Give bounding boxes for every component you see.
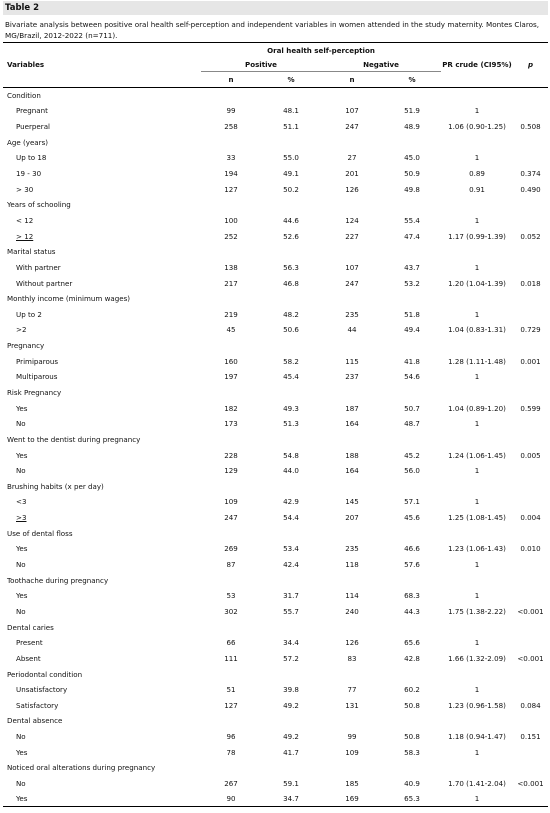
group-label: Condition <box>7 91 41 101</box>
negative-n-cell: 247 <box>345 122 359 132</box>
negative-pct-cell: 41.8 <box>404 356 420 366</box>
positive-pct-cell: 49.2 <box>283 732 299 742</box>
positive-n-cell: 90 <box>201 791 261 807</box>
p-cell: 0.052 <box>520 231 541 241</box>
negative-n-cell: 169 <box>321 791 383 807</box>
p-header: p <box>527 59 534 69</box>
pr-cell: 1.04 (0.89-1.20) <box>448 403 506 413</box>
negative-pct-cell: 57.6 <box>404 560 420 570</box>
table-body <box>3 88 548 807</box>
group-row <box>3 713 548 729</box>
negative-n-cell: 107 <box>345 262 359 272</box>
table-row <box>3 119 548 135</box>
row-label: No <box>16 779 26 788</box>
table-row <box>3 510 548 526</box>
negative-n-cell: 44 <box>347 325 357 335</box>
pr-cell: 1.24 (1.06-1.45) <box>448 450 506 460</box>
positive-n-cell: 197 <box>224 372 238 382</box>
negative-pct-cell: 42.8 <box>404 653 420 663</box>
pr-cell: 1 <box>474 685 480 695</box>
table-row <box>3 228 548 244</box>
pr-cell: 1.04 (0.83-1.31) <box>448 325 506 335</box>
negative-pct-cell: 51.9 <box>404 106 420 116</box>
row-label: Yes <box>16 403 28 413</box>
negative-n-cell: 77 <box>347 685 357 695</box>
negative-pct-cell: 65.6 <box>404 638 420 648</box>
positive-pct-cell: 34.7 <box>261 791 321 807</box>
p-cell: 0.599 <box>520 403 541 413</box>
table-header <box>3 43 548 88</box>
p-cell: 0.084 <box>520 700 541 710</box>
positive-pct-cell: 49.1 <box>283 169 299 179</box>
positive-n-cell: 160 <box>224 356 238 366</box>
positive-n-cell: 87 <box>226 560 236 570</box>
group-row <box>3 666 548 682</box>
positive-n-cell: 127 <box>224 184 238 194</box>
p-cell <box>513 150 548 166</box>
group-row <box>3 385 548 401</box>
table-row <box>3 213 548 229</box>
row-label: < 12 <box>16 215 34 225</box>
positive-pct-cell: 45.4 <box>283 372 299 382</box>
positive-pct-cell: 51.1 <box>283 122 299 132</box>
positive-pct-cell: 42.4 <box>283 560 299 570</box>
row-label: > 30 <box>16 184 34 194</box>
positive-pct-cell: 59.1 <box>283 779 299 788</box>
negative-n-cell: 164 <box>345 466 359 476</box>
row-label-text: >3 <box>16 513 27 523</box>
pr-cell: 1.25 (1.08-1.45) <box>448 513 506 523</box>
row-label: Yes <box>3 791 201 807</box>
pr-cell: 1.28 (1.11-1.48) <box>448 356 506 366</box>
positive-n-cell: 33 <box>226 153 236 163</box>
positive-pct-cell: 39.8 <box>283 685 299 695</box>
row-label: Up to 18 <box>16 153 47 163</box>
positive-pct-cell: 48.1 <box>283 106 299 116</box>
negative-pct-cell: 50.7 <box>404 403 420 413</box>
table-row <box>3 166 548 182</box>
negative-pct-cell: 49.8 <box>404 184 420 194</box>
p-cell <box>513 306 548 322</box>
positive-pct-cell: 50.2 <box>283 184 299 194</box>
pr-cell: 1 <box>474 638 480 648</box>
row-label-text: > 12 <box>16 231 34 241</box>
negative-n-cell: 237 <box>345 372 359 382</box>
positive-pct-cell: 42.9 <box>283 497 299 507</box>
group-row <box>3 479 548 495</box>
positive-pct-cell: 49.3 <box>283 403 299 413</box>
group-row <box>3 197 548 213</box>
group-label: Periodontal condition <box>7 669 83 679</box>
positive-n-cell: 99 <box>226 106 236 116</box>
pr-cell: 1.70 (1.41-2.04) <box>448 779 506 788</box>
p-cell <box>513 744 548 760</box>
row-label: Satisfactory <box>16 700 59 710</box>
group-label: Years of schooling <box>7 200 71 210</box>
p-cell: 0.004 <box>520 513 541 523</box>
positive-pct-cell: 52.6 <box>283 231 299 241</box>
positive-n-cell: 267 <box>224 779 238 788</box>
p-cell <box>513 103 548 119</box>
negative-n-cell: 131 <box>345 700 359 710</box>
group-label: Dental caries <box>7 622 54 632</box>
negative-pct-cell: 45.0 <box>404 153 420 163</box>
negative-n-cell: 115 <box>345 356 359 366</box>
table-label: Table 2 <box>3 1 548 15</box>
positive-pct-cell: 31.7 <box>283 591 299 601</box>
row-label: No <box>16 606 26 616</box>
group-row <box>3 572 548 588</box>
pr-cell: 1 <box>474 153 480 163</box>
p-cell: 0.490 <box>520 184 541 194</box>
positive-n-cell: 194 <box>224 169 238 179</box>
table-row <box>3 776 548 792</box>
p-cell: 0.374 <box>520 169 541 179</box>
positive-n-cell: 138 <box>224 262 238 272</box>
row-label: Multiparous <box>16 372 58 382</box>
positive-n-cell: 127 <box>224 700 238 710</box>
p-cell: <0.001 <box>517 779 544 788</box>
positive-pct-cell: 51.3 <box>283 419 299 429</box>
positive-pct-cell: 58.2 <box>283 356 299 366</box>
negative-n-cell: 235 <box>345 309 359 319</box>
row-label: No <box>16 466 26 476</box>
positive-pct-cell: 53.4 <box>283 544 299 554</box>
pr-cell: 1.23 (1.06-1.43) <box>448 544 506 554</box>
negative-n-cell: 83 <box>347 653 357 663</box>
positive-n-cell: 78 <box>226 747 236 757</box>
table-row <box>3 275 548 291</box>
positive-pct-header: % <box>261 72 321 88</box>
positive-header: Positive <box>201 57 321 72</box>
pr-cell: 1 <box>474 106 480 116</box>
negative-n-cell: 126 <box>345 638 359 648</box>
negative-n-cell: 187 <box>345 403 359 413</box>
positive-n-cell: 228 <box>224 450 238 460</box>
negative-n-cell: 185 <box>345 779 359 788</box>
pr-cell: 1 <box>474 497 480 507</box>
p-cell: 0.151 <box>520 732 541 742</box>
pr-cell: 1.23 (0.96-1.58) <box>448 700 506 710</box>
positive-n-cell: 258 <box>224 122 238 132</box>
pr-cell: 1 <box>474 372 480 382</box>
pr-cell: 1 <box>474 560 480 570</box>
positive-n-header: n <box>201 72 261 88</box>
negative-pct-cell: 58.3 <box>404 747 420 757</box>
negative-n-cell: 118 <box>345 560 359 570</box>
row-label: >2 <box>16 325 27 335</box>
positive-n-cell: 53 <box>226 591 236 601</box>
pr-cell: 1.66 (1.32-2.09) <box>448 653 506 663</box>
group-row <box>3 619 548 635</box>
p-cell: 0.005 <box>520 450 541 460</box>
row-label: No <box>16 732 26 742</box>
negative-pct-cell: 57.1 <box>404 497 420 507</box>
negative-pct-cell: 45.6 <box>404 513 420 523</box>
positive-n-cell: 219 <box>224 309 238 319</box>
table-row <box>3 604 548 620</box>
table-row <box>3 791 548 807</box>
p-cell <box>513 416 548 432</box>
group-label: Pregnancy <box>7 341 45 351</box>
p-cell <box>513 588 548 604</box>
row-label: Primiparous <box>16 356 59 366</box>
group-row <box>3 525 548 541</box>
negative-pct-cell: 68.3 <box>404 591 420 601</box>
negative-n-header: n <box>321 72 383 88</box>
group-label: Brushing habits (x per day) <box>7 481 104 491</box>
positive-n-cell: 96 <box>226 732 236 742</box>
positive-n-cell: 247 <box>224 513 238 523</box>
table-row <box>3 181 548 197</box>
negative-pct-cell: 50.8 <box>404 700 420 710</box>
positive-pct-cell: 41.7 <box>283 747 299 757</box>
positive-n-cell: 269 <box>224 544 238 554</box>
negative-pct-cell: 54.6 <box>404 372 420 382</box>
group-label: Toothache during pregnancy <box>7 575 109 585</box>
negative-n-cell: 227 <box>345 231 359 241</box>
group-label: Monthly income (minimum wages) <box>7 294 131 304</box>
p-cell <box>513 557 548 573</box>
positive-pct-cell: 49.2 <box>283 700 299 710</box>
positive-pct-cell: 55.7 <box>283 606 299 616</box>
negative-n-cell: 247 <box>345 278 359 288</box>
table-caption: Bivariate analysis between positive oral health self-perception and independent variables in women attended in the study maternity. Montes Claros, MG/Brazil, 2012-2022 (n=711). <box>5 20 540 40</box>
table-row <box>3 369 548 385</box>
pr-cell: 1.75 (1.38-2.22) <box>448 606 506 616</box>
table-row <box>3 353 548 369</box>
row-label: Without partner <box>16 278 73 288</box>
p-cell: <0.001 <box>517 653 544 663</box>
positive-pct-cell: 44.0 <box>283 466 299 476</box>
table-row <box>3 306 548 322</box>
row-label: Unsatisfactory <box>16 685 68 695</box>
negative-pct-cell: 65.3 <box>383 791 441 807</box>
row-label: Yes <box>16 747 28 757</box>
row-label: <3 <box>16 497 27 507</box>
positive-n-cell: 182 <box>224 403 238 413</box>
positive-n-cell: 129 <box>224 466 238 476</box>
group-row <box>3 291 548 307</box>
table-row <box>3 322 548 338</box>
row-label: Yes <box>16 544 28 554</box>
negative-pct-cell: 55.4 <box>404 215 420 225</box>
group-label: Age (years) <box>7 137 49 147</box>
variables-header: Variables <box>7 59 45 69</box>
table-row <box>3 400 548 416</box>
negative-pct-cell: 50.9 <box>404 169 420 179</box>
group-label: Dental absence <box>7 716 63 726</box>
table-row <box>3 729 548 745</box>
negative-header: Negative <box>321 57 441 72</box>
table-row <box>3 588 548 604</box>
negative-n-cell: 201 <box>345 169 359 179</box>
p-cell <box>513 635 548 651</box>
table-row <box>3 541 548 557</box>
group-row <box>3 338 548 354</box>
row-label: Puerperal <box>16 122 51 132</box>
pr-cell: 1 <box>474 466 480 476</box>
row-label <box>3 228 201 244</box>
negative-n-cell: 107 <box>345 106 359 116</box>
table-row <box>3 635 548 651</box>
positive-pct-cell: 54.8 <box>283 450 299 460</box>
pr-cell: 0.89 <box>469 169 485 179</box>
pr-cell: 1.20 (1.04-1.39) <box>448 278 506 288</box>
negative-n-cell: 109 <box>345 747 359 757</box>
negative-pct-cell: 46.6 <box>404 544 420 554</box>
p-cell: 0.018 <box>520 278 541 288</box>
positive-n-cell: 111 <box>224 653 238 663</box>
negative-n-cell: 126 <box>345 184 359 194</box>
negative-n-cell: 235 <box>345 544 359 554</box>
positive-pct-cell: 55.0 <box>283 153 299 163</box>
positive-pct-cell: 56.3 <box>283 262 299 272</box>
negative-pct-cell: 49.4 <box>404 325 420 335</box>
table-row <box>3 447 548 463</box>
data-table <box>3 42 548 807</box>
negative-n-cell: 145 <box>345 497 359 507</box>
positive-pct-cell: 57.2 <box>283 653 299 663</box>
positive-pct-cell: 54.4 <box>283 513 299 523</box>
pr-header: PR crude (CI95%) <box>442 59 512 69</box>
negative-pct-cell: 43.7 <box>404 262 420 272</box>
pr-cell: 1.06 (0.90-1.25) <box>448 122 506 132</box>
pr-cell: 1.17 (0.99-1.39) <box>448 231 506 241</box>
group-label: Use of dental floss <box>7 528 73 538</box>
group-row <box>3 760 548 776</box>
negative-pct-header: % <box>383 72 441 88</box>
table-row <box>3 260 548 276</box>
negative-n-cell: 124 <box>345 215 359 225</box>
positive-pct-cell: 50.6 <box>283 325 299 335</box>
negative-n-cell: 164 <box>345 419 359 429</box>
table-row <box>3 557 548 573</box>
negative-pct-cell: 48.9 <box>404 122 420 132</box>
p-cell <box>513 213 548 229</box>
p-cell <box>513 463 548 479</box>
pr-cell: 1 <box>474 419 480 429</box>
positive-n-cell: 252 <box>224 231 238 241</box>
positive-pct-cell: 34.4 <box>283 638 299 648</box>
row-label: Present <box>16 638 43 648</box>
negative-pct-cell: 47.4 <box>404 231 420 241</box>
positive-n-cell: 51 <box>226 685 236 695</box>
pr-cell: 0.91 <box>469 184 485 194</box>
pr-cell: 1 <box>474 215 480 225</box>
p-cell <box>513 260 548 276</box>
pr-cell: 1 <box>474 591 480 601</box>
table-row <box>3 103 548 119</box>
table-row <box>3 651 548 667</box>
p-cell: 0.508 <box>520 122 541 132</box>
negative-pct-cell: 40.9 <box>404 779 420 788</box>
negative-n-cell: 240 <box>345 606 359 616</box>
pr-cell: 1 <box>474 309 480 319</box>
negative-pct-cell: 48.7 <box>404 419 420 429</box>
p-cell <box>513 494 548 510</box>
table-row <box>3 697 548 713</box>
p-cell: 0.010 <box>520 544 541 554</box>
pr-cell: 1.18 (0.94-1.47) <box>448 732 506 742</box>
table-row <box>3 150 548 166</box>
table-row <box>3 744 548 760</box>
row-label: Absent <box>16 653 41 663</box>
row-label: No <box>16 560 26 570</box>
negative-n-cell: 27 <box>347 153 357 163</box>
positive-n-cell: 173 <box>224 419 238 429</box>
row-label <box>3 510 201 526</box>
negative-pct-cell: 45.2 <box>404 450 420 460</box>
table-row <box>3 682 548 698</box>
positive-n-cell: 217 <box>224 278 238 288</box>
negative-pct-cell: 44.3 <box>404 606 420 616</box>
group-row <box>3 88 548 104</box>
negative-n-cell: 207 <box>345 513 359 523</box>
group-row <box>3 432 548 448</box>
positive-n-cell: 109 <box>224 497 238 507</box>
table-row <box>3 416 548 432</box>
positive-n-cell: 66 <box>226 638 236 648</box>
negative-pct-cell: 50.8 <box>404 732 420 742</box>
positive-pct-cell: 46.8 <box>283 278 299 288</box>
group-label: Risk Pregnancy <box>7 387 62 397</box>
negative-n-cell: 188 <box>345 450 359 460</box>
negative-n-cell: 114 <box>345 591 359 601</box>
negative-n-cell: 99 <box>347 732 357 742</box>
negative-pct-cell: 51.8 <box>404 309 420 319</box>
group-row <box>3 244 548 260</box>
group-row <box>3 134 548 150</box>
positive-pct-cell: 44.6 <box>283 215 299 225</box>
p-cell <box>513 682 548 698</box>
group-label: Noticed oral alterations during pregnancy <box>7 763 156 773</box>
negative-pct-cell: 56.0 <box>404 466 420 476</box>
row-label: Pregnant <box>16 106 48 116</box>
group-label: Marital status <box>7 247 56 257</box>
table-row <box>3 494 548 510</box>
positive-pct-cell: 48.2 <box>283 309 299 319</box>
p-cell <box>513 791 548 807</box>
p-cell: 0.001 <box>520 356 541 366</box>
negative-pct-cell: 60.2 <box>404 685 420 695</box>
pr-cell: 1 <box>474 747 480 757</box>
table-row <box>3 463 548 479</box>
positive-n-cell: 45 <box>226 325 236 335</box>
p-cell <box>513 369 548 385</box>
p-cell: 0.729 <box>520 325 541 335</box>
p-cell: <0.001 <box>517 606 544 616</box>
row-label: Up to 2 <box>16 309 42 319</box>
row-label: 19 - 30 <box>16 169 42 179</box>
group-label: Went to the dentist during pregnancy <box>7 434 141 444</box>
group-header: Oral health self-perception <box>201 43 441 58</box>
row-label: Yes <box>16 450 28 460</box>
row-label: Yes <box>16 591 28 601</box>
row-label: No <box>16 419 26 429</box>
positive-n-cell: 302 <box>224 606 238 616</box>
row-label: With partner <box>16 262 61 272</box>
negative-pct-cell: 53.2 <box>404 278 420 288</box>
pr-cell: 1 <box>474 262 480 272</box>
pr-cell: 1 <box>441 791 513 807</box>
positive-n-cell: 100 <box>224 215 238 225</box>
